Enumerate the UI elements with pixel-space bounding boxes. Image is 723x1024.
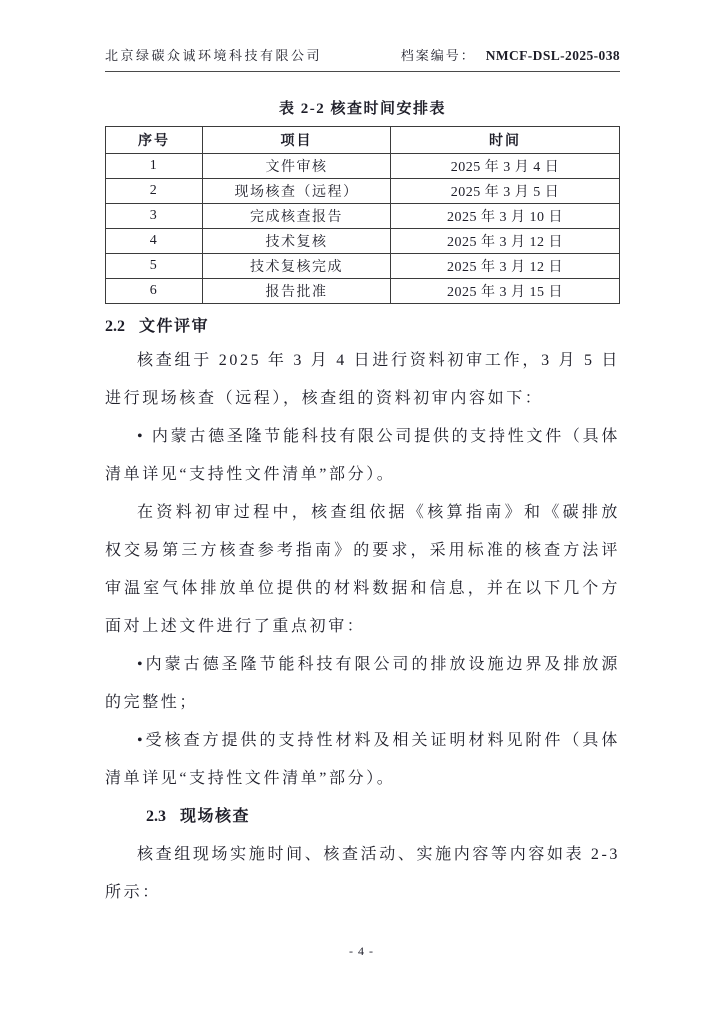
cell-time: 2025 年 3 月 10 日 (391, 204, 620, 229)
page-footer (0, 944, 723, 959)
bullet-paragraph-boundary-completeness: •内蒙古德圣隆节能科技有限公司的排放设施边界及排放源的完整性； (105, 656, 620, 711)
column-header-item: 项目 (203, 127, 391, 154)
table-header-row (106, 127, 620, 154)
cell-item: 技术复核完成 (203, 254, 391, 279)
bullet-paragraph-supporting-materials: •受核查方提供的支持性材料及相关证明材料见附件（具体清单详见“支持性文件清单”部分）。 (105, 732, 620, 787)
table-row (106, 279, 620, 304)
cell-no: 4 (106, 229, 203, 254)
cell-time: 2025 年 3 月 5 日 (391, 179, 620, 204)
page-header (105, 46, 620, 72)
table-row (106, 204, 620, 229)
section-number: 2.2 (105, 318, 125, 335)
column-header-time: 时间 (391, 127, 620, 154)
archive-number-value: NMCF-DSL-2025-038 (485, 48, 620, 63)
cell-item: 完成核查报告 (203, 204, 391, 229)
cell-item: 现场核查（远程） (203, 179, 391, 204)
document-body (105, 97, 620, 912)
section-title: 现场核查 (180, 808, 251, 825)
cell-no: 3 (106, 204, 203, 229)
cell-item: 报告批准 (203, 279, 391, 304)
table-row (106, 229, 620, 254)
section-number: 2.3 (146, 808, 166, 825)
table-row (106, 154, 620, 179)
cell-time: 2025 年 3 月 4 日 (391, 154, 620, 179)
cell-no: 2 (106, 179, 203, 204)
header-archive (401, 46, 620, 65)
cell-time: 2025 年 3 月 12 日 (391, 254, 620, 279)
cell-time: 2025 年 3 月 12 日 (391, 229, 620, 254)
paragraph-document-review-intro: 核查组于 2025 年 3 月 4 日进行资料初审工作，3 月 5 日进行现场核查（远程），核查组的资料初审内容如下： (105, 352, 620, 407)
section-heading-2-3 (105, 798, 620, 836)
paragraph-onsite-verification-intro: 核查组现场实施时间、核查活动、实施内容等内容如表 2-3 所示： (105, 846, 620, 901)
cell-item: 技术复核 (203, 229, 391, 254)
cell-no: 1 (106, 154, 203, 179)
page-number: - 4 - (349, 944, 374, 958)
archive-number-label: 档案编号： (400, 48, 476, 63)
bullet-paragraph-supporting-documents: • 内蒙古德圣隆节能科技有限公司提供的支持性文件（具体清单详见“支持性文件清单”部分）。 (105, 428, 620, 483)
cell-no: 6 (106, 279, 203, 304)
table-row (106, 179, 620, 204)
cell-time: 2025 年 3 月 15 日 (391, 279, 620, 304)
table-row (106, 254, 620, 279)
section-heading-2-2 (105, 312, 620, 342)
paragraph-review-process: 在资料初审过程中，核查组依据《核算指南》和《碳排放权交易第三方核查参考指南》的要求，采用标准的核查方法评审温室气体排放单位提供的材料数据和信息，并在以下几个方面对上述文件进行了重点初审： (105, 504, 620, 635)
section-title: 文件评审 (139, 318, 210, 335)
cell-item: 文件审核 (203, 154, 391, 179)
table-title: 表 2-2 核查时间安排表 (279, 101, 446, 117)
header-company-name: 北京绿碳众诚环境科技有限公司 (105, 48, 323, 63)
cell-no: 5 (106, 254, 203, 279)
verification-schedule-table (105, 126, 620, 304)
column-header-no: 序号 (106, 127, 203, 154)
